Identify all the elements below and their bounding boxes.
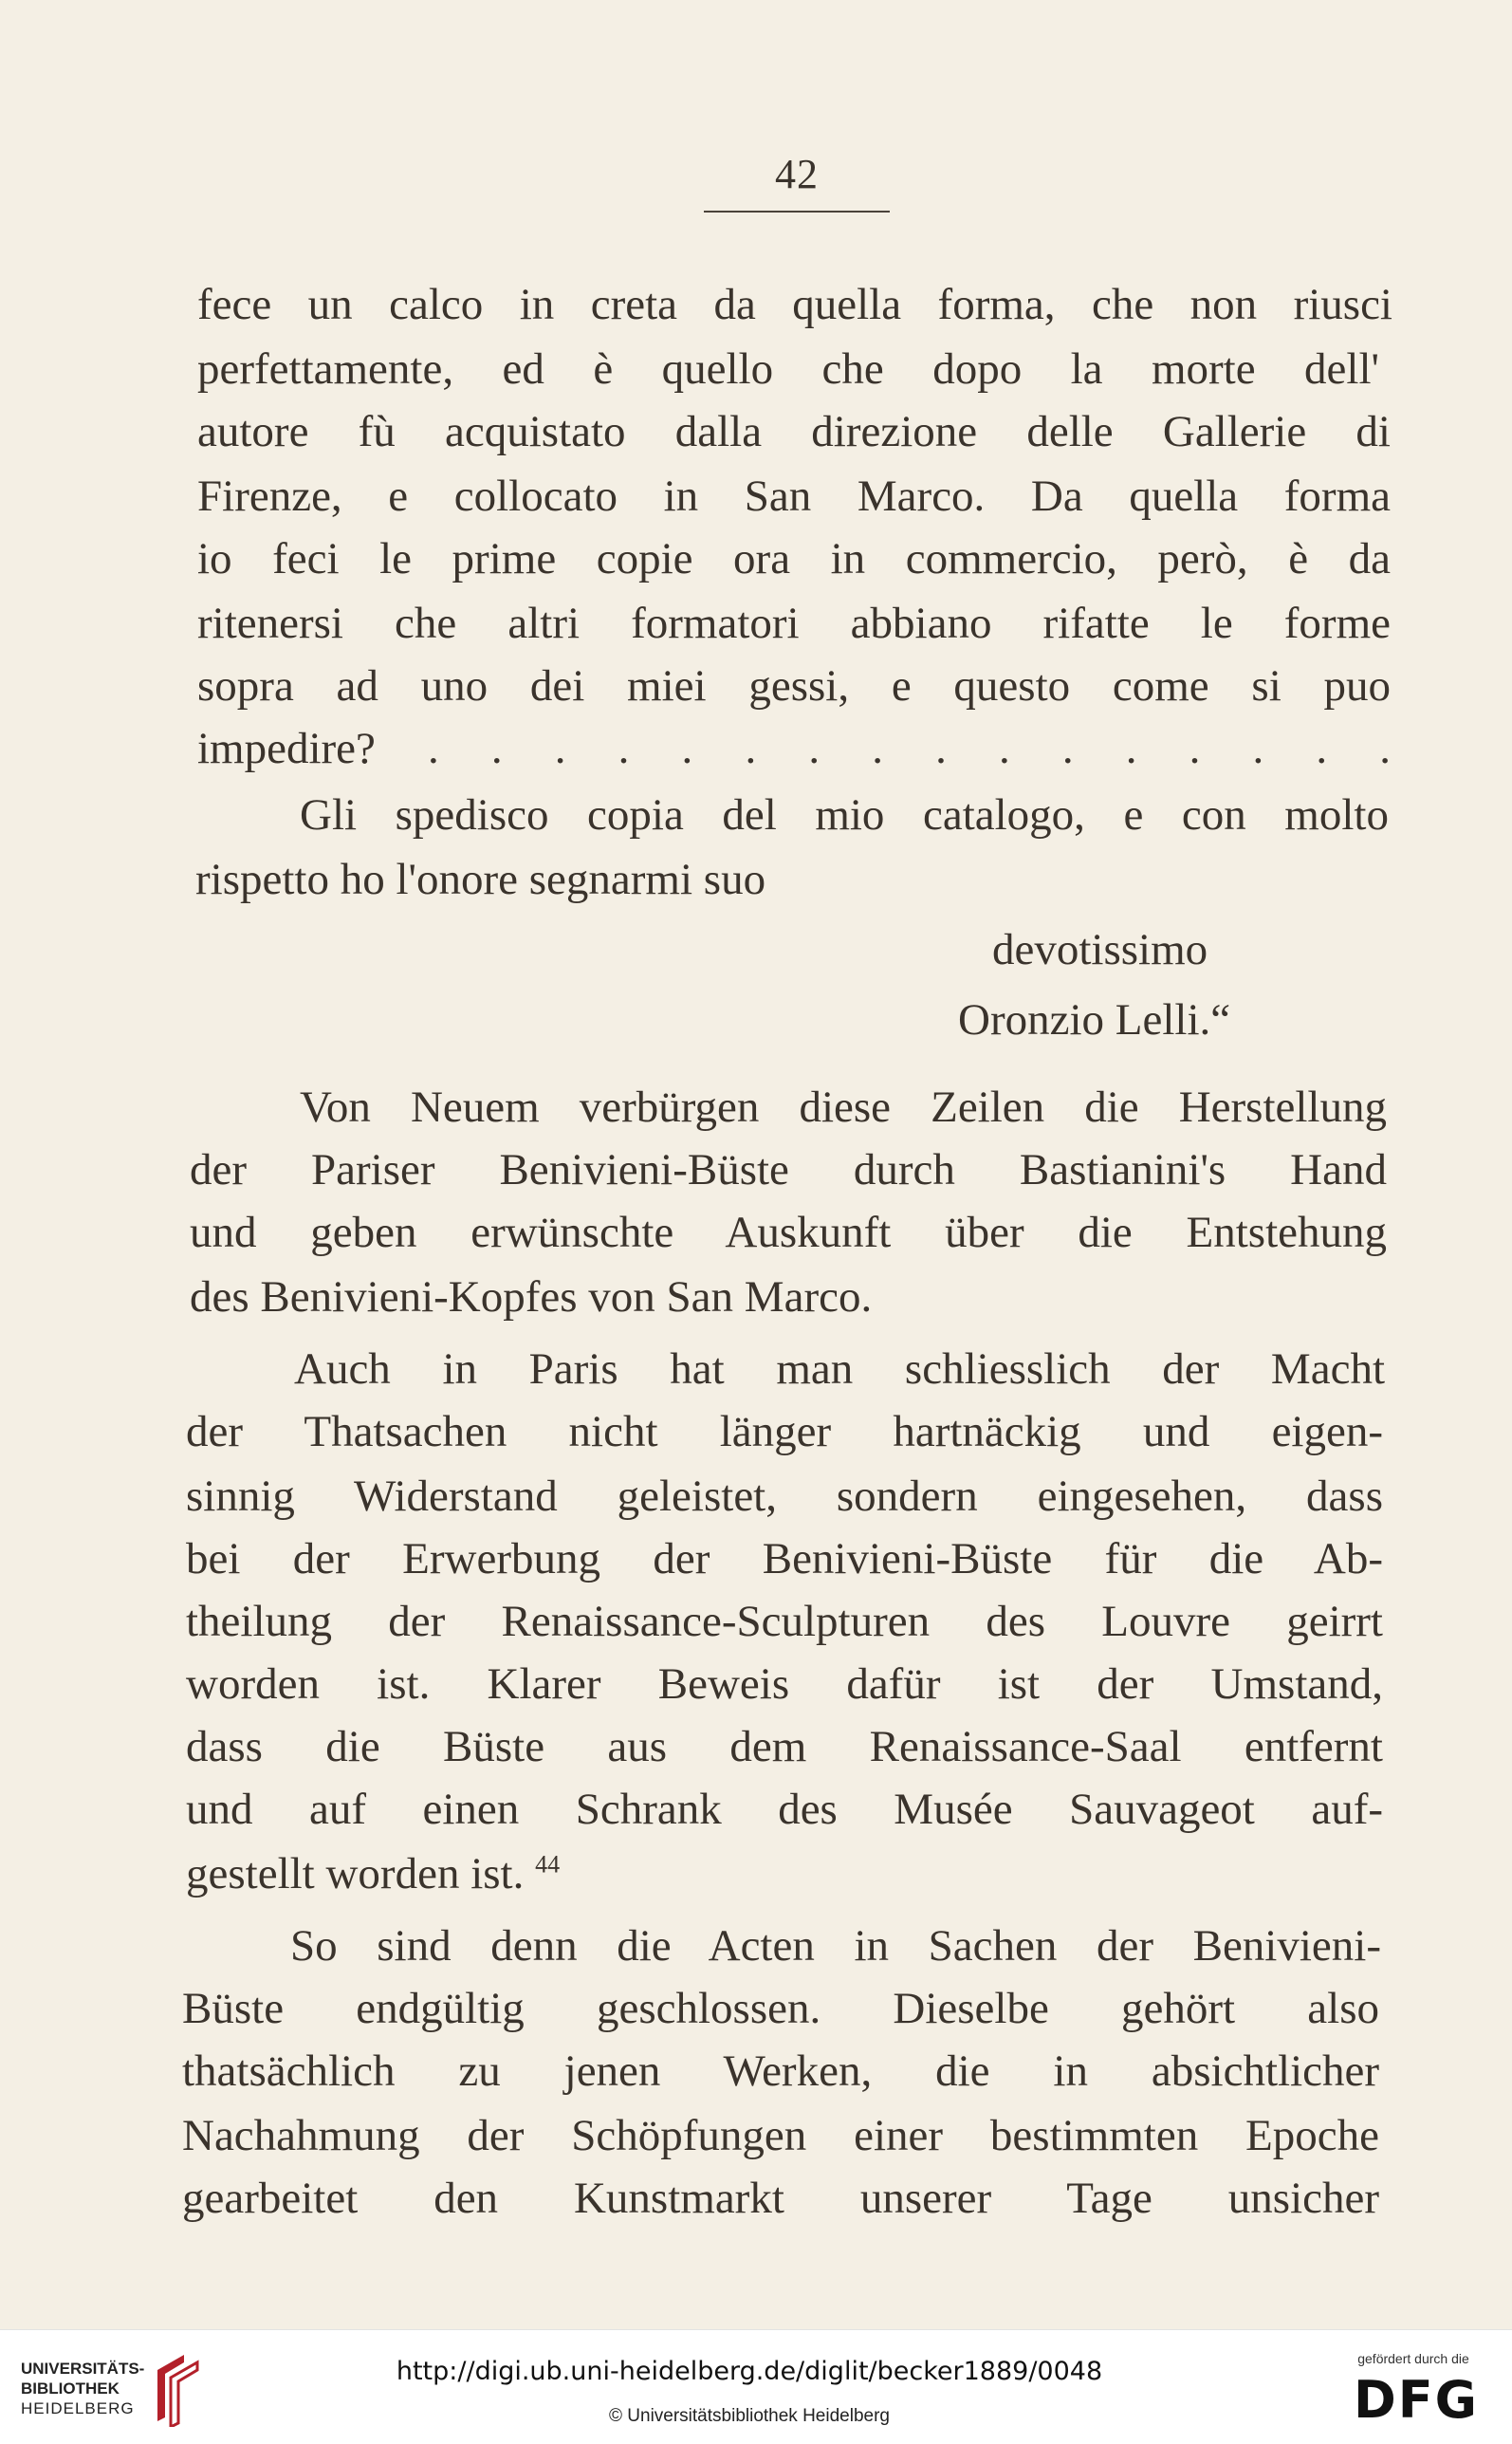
text-line: und auf einen Schrank des Musée Sauvageot auf- (186, 1785, 1383, 1834)
copyright-notice: © Universitätsbibliothek Heidelberg (609, 2406, 890, 2426)
dfg-logo: DFG (1353, 2370, 1480, 2430)
text-line: sinnig Widerstand geleistet, sondern eingesehen, dass (186, 1472, 1383, 1521)
text-line: Nachahmung der Schöpfungen einer bestimmten Epoche (182, 2111, 1379, 2160)
text-line: fece un calco in creta da quella forma, che non riusci (197, 280, 1392, 329)
text-line: autore fù acquistato dalla direzione delle Gallerie di (197, 407, 1391, 456)
library-name-line1: UNIVERSITÄTS- (21, 2360, 145, 2378)
text-line: gearbeitet den Kunstmarkt unserer Tage unsicher (182, 2174, 1379, 2223)
text-line: und geben erwünschte Auskunft über die Entstehung (190, 1208, 1387, 1257)
text-line: theilung der Renaissance-Sculpturen des Louvre geirrt (186, 1597, 1383, 1646)
text-line: Von Neuem verbürgen diese Zeilen die Herstellung (300, 1083, 1387, 1132)
text-line: der Thatsachen nicht länger hartnäckig und eigen- (186, 1407, 1383, 1456)
library-name-line2: BIBLIOTHEK (21, 2379, 120, 2398)
page-number-rule (704, 211, 890, 213)
text-line: Büste endgültig geschlossen. Dieselbe gehört also (182, 1984, 1379, 2033)
signature-closing: devotissimo (992, 925, 1208, 974)
signature-name: Oronzio Lelli.“ (958, 995, 1231, 1045)
library-logo-icon (152, 2351, 207, 2427)
library-name-line3: HEIDELBERG (21, 2399, 135, 2417)
text-line: ritenersi che altri formatori abbiano rifatte le forme (197, 599, 1391, 648)
text-line: des Benivieni-Kopfes von San Marco. (190, 1272, 873, 1322)
text-line: Firenze, e collocato in San Marco. Da quella forma (197, 472, 1391, 521)
text-line: perfettamente, ed è quello che dopo la morte dell' (197, 344, 1379, 394)
text-line: Auch in Paris hat man schliesslich der Macht (294, 1344, 1385, 1394)
text-line: thatsächlich zu jenen Werken, die in absichtlicher (182, 2046, 1379, 2096)
permalink-url[interactable]: http://digi.ub.uni-heidelberg.de/diglit/becker1889/0048 (396, 2357, 1103, 2386)
text-line: io feci le prime copie ora in commercio, però, è da (197, 534, 1391, 583)
page-number: 42 (775, 151, 819, 197)
footer-bar (0, 2329, 1512, 2444)
text-line-content: gestellt worden ist. (186, 1849, 525, 1898)
funded-by-label: gefördert durch die (1357, 2351, 1469, 2366)
text-line: Gli spedisco copia del mio catalogo, e con molto (300, 790, 1389, 840)
text-line: bei der Erwerbung der Benivieni-Büste für die Ab- (186, 1534, 1383, 1583)
text-line: der Pariser Benivieni-Büste durch Bastianini's Hand (190, 1145, 1387, 1194)
text-line: sopra ad uno dei miei gessi, e questo come si puo (197, 661, 1391, 711)
text-line (186, 1849, 561, 1898)
text-line: dass die Büste aus dem Renaissance-Saal entfernt (186, 1722, 1383, 1771)
footnote-marker: 44 (535, 1850, 561, 1879)
library-name (21, 2359, 144, 2418)
text-line: rispetto ho l'onore segnarmi suo (195, 855, 766, 904)
text-line: impedire? . . . . . . . . . . . . . . . . (197, 724, 1391, 773)
text-line: So sind denn die Acten in Sachen der Benivieni- (290, 1921, 1381, 1971)
text-line: worden ist. Klarer Beweis dafür ist der Umstand, (186, 1659, 1383, 1709)
